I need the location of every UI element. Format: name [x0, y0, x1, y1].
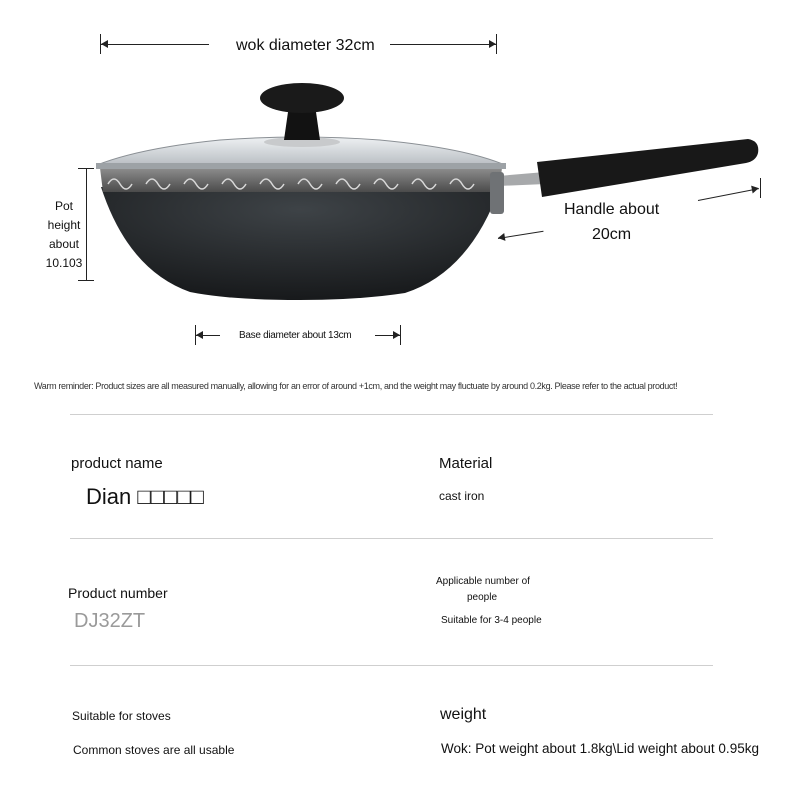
base-arrow-right [375, 335, 400, 336]
wok-body [101, 187, 500, 300]
handle-label-line2: 20cm [592, 226, 632, 243]
people-label-line1: Applicable number of [436, 576, 530, 587]
height-label-text: Pot height about 10.103 [45, 199, 83, 270]
stoves-value: Common stoves are all usable [73, 743, 235, 757]
product-number-label: Product number [68, 585, 168, 601]
divider-3 [70, 665, 713, 666]
base-tick-right [400, 325, 401, 345]
height-tick-bottom [78, 280, 94, 281]
divider-2 [70, 538, 713, 539]
product-name-label: product name [71, 455, 163, 472]
stoves-label: Suitable for stoves [72, 709, 171, 723]
people-value: Suitable for 3-4 people [441, 615, 542, 626]
divider-1 [70, 414, 713, 415]
base-arrow-left [196, 335, 220, 336]
handle-label-line1: Handle about [564, 201, 660, 218]
base-label: Base diameter about 13cm [239, 330, 352, 341]
knob-top [260, 83, 344, 113]
material-label: Material [439, 455, 493, 472]
material-value: cast iron [439, 489, 485, 503]
height-line [86, 168, 87, 280]
height-label [44, 197, 84, 273]
lid-rim [96, 163, 506, 169]
product-number-value: DJ32ZT [74, 610, 146, 632]
handle-tick-right [760, 178, 761, 198]
people-label-line2: people [466, 592, 498, 603]
diameter-label: wok diameter 32cm [236, 37, 375, 54]
product-name-value: Dian □□□□□ [86, 484, 204, 509]
handle-bracket [490, 172, 504, 214]
weight-label: weight [440, 706, 487, 723]
weight-value: Wok: Pot weight about 1.8kg\Lid weight about 0.95kg [441, 741, 759, 756]
wok-illustration [0, 0, 800, 360]
knob-stem [284, 112, 320, 140]
warm-reminder: Warm reminder: Product sizes are all measured manually, allowing for an error of around +1cm, and the weight may fluctuate by around 0.2kg. Please refer to the actual product! [34, 381, 678, 391]
product-diagram [0, 0, 800, 360]
people-label [436, 574, 528, 606]
handle-grip [537, 139, 758, 197]
